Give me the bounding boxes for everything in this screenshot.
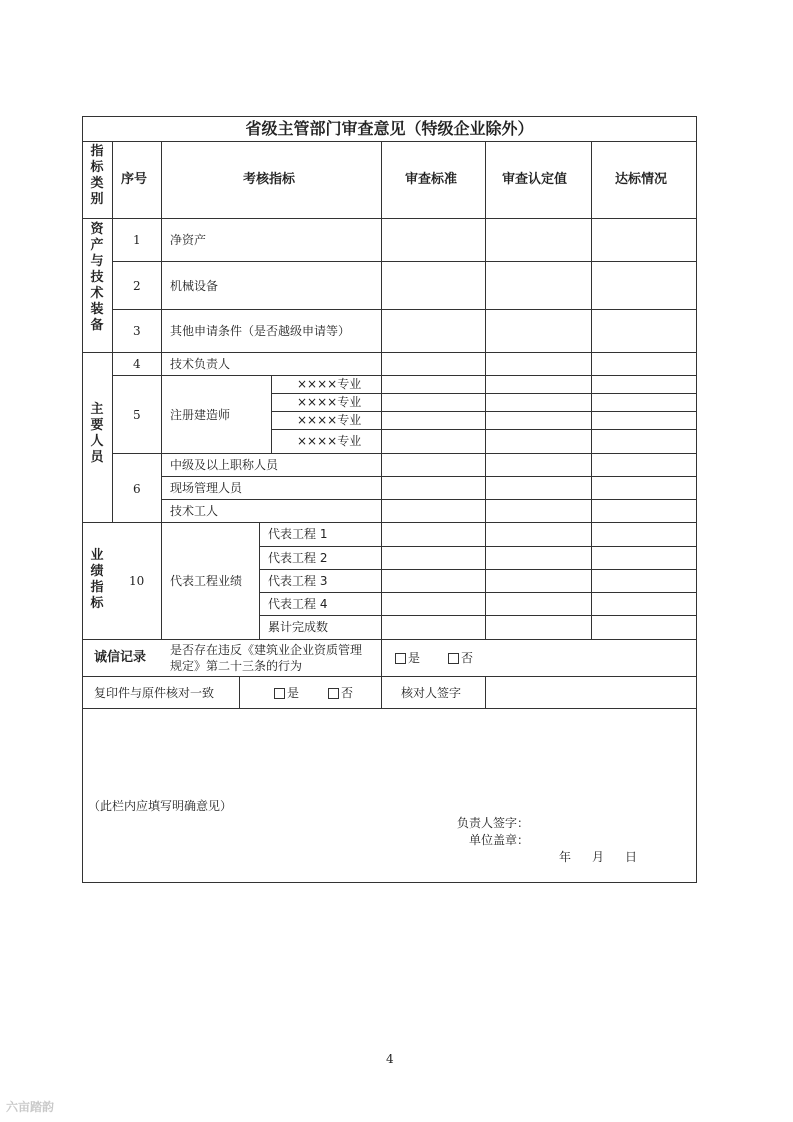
- opinion-note: （此栏内应填写明确意见）: [88, 799, 233, 813]
- credit-label: 诚信记录: [94, 650, 147, 665]
- sub-project: 代表工程 4: [268, 597, 328, 611]
- row-label: 技术工人: [170, 504, 219, 518]
- credit-no-checkbox[interactable]: 否: [448, 651, 473, 665]
- date-day: 日: [625, 850, 638, 864]
- sub-project: 累计完成数: [268, 620, 329, 634]
- header-status: 达标情况: [615, 172, 668, 187]
- row-seq: 5: [133, 408, 141, 422]
- sub-project: 代表工程 2: [268, 551, 328, 565]
- header-value: 审查认定值: [502, 172, 568, 187]
- row-seq: 10: [129, 574, 145, 588]
- copy-signer-field[interactable]: [486, 677, 696, 708]
- date-year: 年: [559, 850, 572, 864]
- row-seq: 1: [133, 233, 141, 247]
- header-seq: 序号: [121, 172, 148, 187]
- copy-signer-label: 核对人签字: [401, 686, 462, 700]
- copy-yes-checkbox[interactable]: 是: [274, 686, 299, 700]
- row-label: 净资产: [170, 233, 207, 247]
- checkbox-icon: [395, 653, 406, 664]
- row-label: 技术负责人: [170, 357, 231, 371]
- row-label: 机械设备: [170, 279, 219, 293]
- row-seq: 4: [133, 357, 141, 371]
- responsible-sign-label: 负责人签字：: [457, 816, 530, 830]
- row-label: 其他申请条件（是否越级申请等）: [170, 324, 351, 338]
- header-indicator: 考核指标: [243, 172, 296, 187]
- page-number: 4: [386, 1052, 394, 1066]
- row-label: 注册建造师: [170, 408, 231, 422]
- watermark: 六亩踏韵: [6, 1100, 55, 1114]
- copy-check-label: 复印件与原件核对一致: [94, 686, 215, 700]
- checkbox-icon: [274, 688, 285, 699]
- sub-specialty: ××××专业: [297, 377, 362, 391]
- sub-specialty: ××××专业: [297, 395, 362, 409]
- sub-project: 代表工程 1: [268, 527, 328, 541]
- header-standard: 审查标准: [405, 172, 458, 187]
- row-seq: 2: [133, 279, 141, 293]
- seal-label: 单位盖章：: [469, 833, 530, 847]
- sub-specialty: ××××专业: [297, 434, 362, 448]
- row-label: 现场管理人员: [170, 481, 243, 495]
- date-month: 月: [592, 850, 605, 864]
- sub-specialty: ××××专业: [297, 413, 362, 427]
- checkbox-icon: [328, 688, 339, 699]
- header-category: 指标类别: [90, 144, 104, 207]
- sub-project: 代表工程 3: [268, 574, 328, 588]
- category-personnel: 主要人员: [90, 402, 104, 465]
- copy-no-checkbox[interactable]: 否: [328, 686, 353, 700]
- category-performance: 业绩指标: [90, 548, 104, 611]
- form-title: 省级主管部门审查意见（特级企业除外）: [245, 119, 534, 138]
- credit-yes-checkbox[interactable]: 是: [395, 651, 420, 665]
- row-label: 中级及以上职称人员: [170, 458, 279, 472]
- checkbox-icon: [448, 653, 459, 664]
- category-assets: 资产与技术装备: [90, 222, 104, 333]
- opinion-area[interactable]: [83, 709, 696, 799]
- row-seq: 3: [133, 324, 141, 338]
- credit-question-line2: 规定》第二十三条的行为: [170, 659, 303, 673]
- credit-question-line1: 是否存在违反《建筑业企业资质管理: [170, 643, 363, 657]
- row-label: 代表工程业绩: [170, 574, 243, 588]
- row-seq: 6: [133, 482, 141, 496]
